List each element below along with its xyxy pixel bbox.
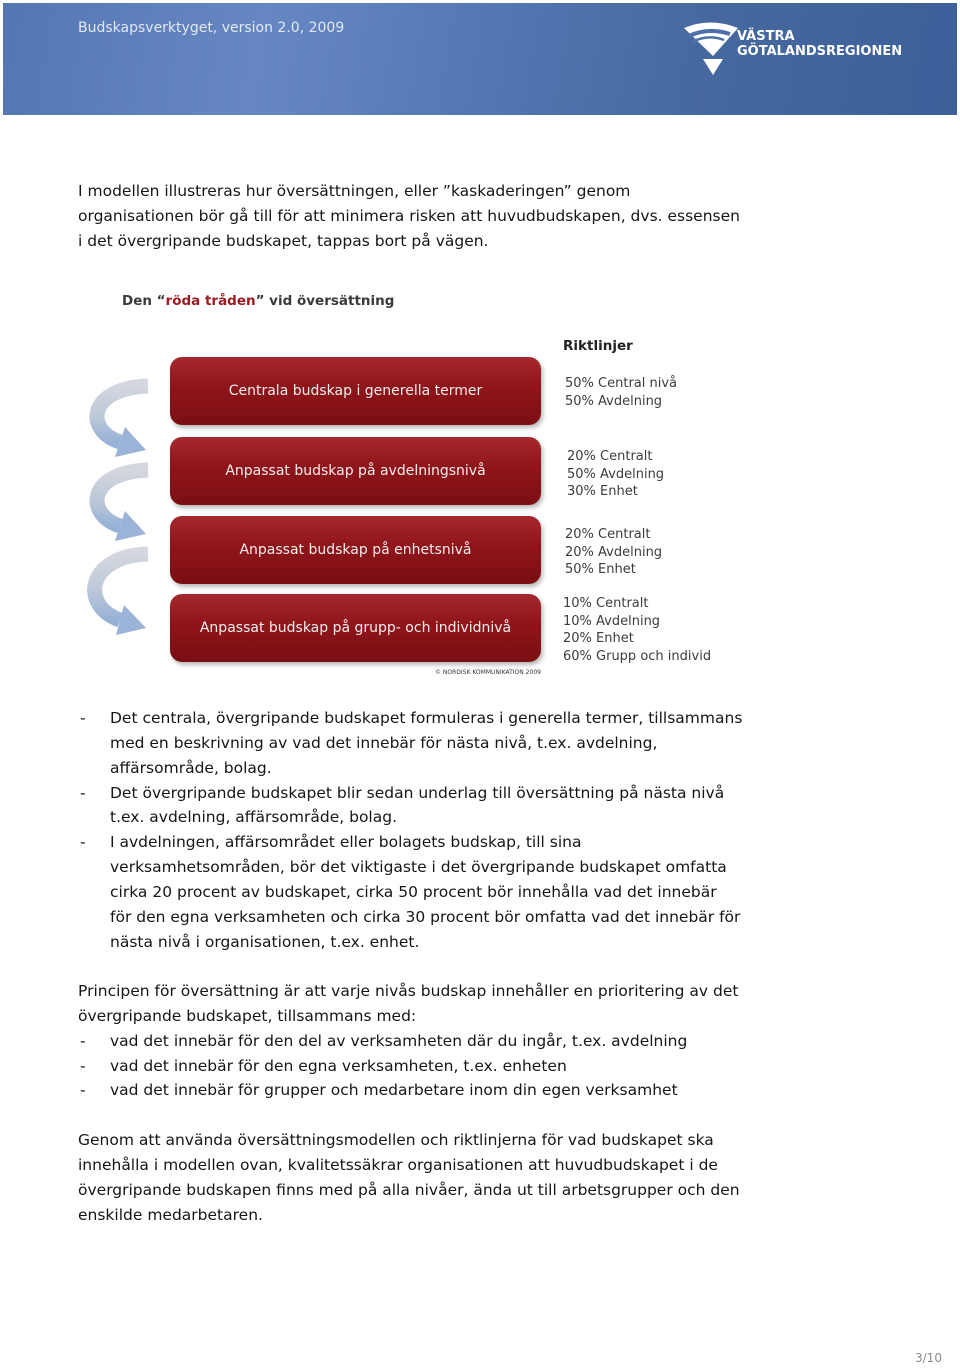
curved-arrow-icon — [97, 386, 148, 457]
logo-line-2: GÖTALANDSREGIONEN — [737, 44, 903, 59]
text-line: med en beskrivning av vad det innebär för nästa nivå, t.ex. avdelning, — [110, 733, 658, 752]
text-line: nästa nivå i organisationen, t.ex. enhet. — [110, 932, 420, 951]
guideline-line: 20% Avdelning — [565, 544, 663, 560]
level-box-group — [170, 594, 541, 662]
level-label: Anpassat budskap på avdelningsnivå — [225, 463, 486, 479]
level-box-central — [170, 357, 541, 425]
diagram-title-highlight: röda tråden — [165, 293, 256, 309]
text-line: affärsområde, bolag. — [110, 758, 272, 777]
list-marker: - — [80, 709, 86, 727]
page-number: 3/10 — [915, 1351, 942, 1365]
guideline-line: 30% Enhet — [567, 484, 638, 500]
guideline-line: 20% Enhet — [563, 631, 634, 647]
text-line: vad det innebär för grupper och medarbetare inom din egen verksamhet — [110, 1081, 678, 1100]
guideline-line: 50% Enhet — [565, 562, 636, 578]
text-line: övergripande budskapen finns med på alla nivåer, ända ut till arbetsgrupper och den — [78, 1180, 740, 1199]
cascade-list — [0, 706, 960, 954]
guideline-line: 20% Centralt — [567, 449, 653, 464]
guideline-line: 10% Centralt — [563, 596, 649, 611]
curved-arrow-icon — [95, 554, 148, 635]
intro-paragraph — [78, 179, 740, 254]
list-marker: - — [80, 833, 86, 852]
list-marker: - — [80, 1056, 86, 1075]
level-box-unit — [170, 516, 541, 584]
text-line: enskilde medarbetaren. — [78, 1205, 263, 1224]
diagram-title — [122, 292, 394, 310]
list-marker: - — [80, 783, 86, 802]
guideline-line: 50% Avdelning — [567, 466, 665, 482]
guidelines-unit — [565, 526, 662, 579]
curved-arrow-icon — [97, 470, 148, 541]
text-line: vad det innebär för den egna verksamheten, t.ex. enheten — [110, 1056, 567, 1075]
principle-paragraph — [78, 979, 738, 1029]
text-line: I modellen illustreras hur översättningen, eller ”kaskaderingen” genom — [78, 182, 631, 200]
text-line: för den egna verksamheten och cirka 30 procent bör omfatta vad det innebär för — [110, 907, 741, 926]
cascade-arrows — [78, 370, 158, 650]
guideline-line: 10% Avdelning — [563, 613, 661, 629]
text-line: vad det innebär för den del av verksamheten där du ingår, t.ex. avdelning — [110, 1031, 688, 1050]
text-line: verksamhetsområden, bör det viktigaste i det övergripande budskapet omfatta — [110, 858, 727, 877]
guidelines-heading: Riktlinjer — [563, 338, 633, 354]
text-line: Det övergripande budskapet blir sedan underlag till översättning på nästa nivå — [110, 783, 725, 802]
guidelines-central — [565, 375, 677, 410]
list-marker: - — [80, 1031, 86, 1050]
list-item — [0, 1029, 960, 1054]
text-line: Genom att använda översättningsmodellen och riktlinjerna för vad budskapet ska — [78, 1131, 714, 1149]
vgr-logo-icon — [682, 20, 740, 76]
text-line: Det centrala, övergripande budskapet formuleras i generella termer, tillsammans — [110, 709, 743, 727]
text-line: I avdelningen, affärsområdet eller bolagets budskap, till sina — [110, 833, 582, 852]
guideline-line: 60% Grupp och individ — [563, 649, 712, 665]
list-item — [0, 1078, 960, 1103]
guideline-line: 50% Central nivå — [565, 376, 678, 391]
header-banner — [3, 3, 957, 115]
text-line: t.ex. avdelning, affärsområde, bolag. — [110, 808, 397, 827]
list-item — [0, 1054, 960, 1079]
guidelines-department — [567, 448, 664, 501]
guideline-line: 50% Avdelning — [565, 393, 663, 409]
diagram-title-after: ” vid översättning — [255, 293, 395, 309]
guidelines-group — [563, 595, 711, 666]
diagram-copyright: © NORDISK KOMMUNIKATION 2009 — [435, 669, 541, 676]
list-item — [0, 706, 960, 781]
text-line: i det övergripande budskapet, tappas bort på vägen. — [78, 231, 489, 250]
list-item — [0, 781, 960, 831]
level-label: Anpassat budskap på enhetsnivå — [239, 542, 472, 558]
text-line: Principen för översättning är att varje nivås budskap innehåller en prioritering av det — [78, 982, 739, 1000]
guideline-line: 20% Centralt — [565, 527, 651, 542]
logo-line-1: VÄSTRA — [737, 29, 795, 44]
logo-wordmark — [737, 29, 902, 59]
diagram-title-before: Den “ — [122, 293, 166, 309]
text-line: cirka 20 procent av budskapet, cirka 50 procent bör innehålla vad det innebär — [110, 882, 717, 901]
level-box-department — [170, 437, 541, 505]
document-title: Budskapsverktyget, version 2.0, 2009 — [78, 20, 345, 36]
list-marker: - — [80, 1081, 86, 1100]
list-item — [0, 830, 960, 954]
closing-paragraph — [78, 1128, 740, 1227]
level-label: Anpassat budskap på grupp- och individnivå — [199, 620, 512, 636]
level-label: Centrala budskap i generella termer — [228, 383, 483, 399]
principle-list — [0, 1029, 960, 1104]
text-line: organisationen bör gå till för att minimera risken att huvudbudskapen, dvs. essensen — [78, 206, 740, 225]
text-line: innehålla i modellen ovan, kvalitetssäkrar organisationen att huvudbudskapet i de — [78, 1155, 718, 1174]
text-line: övergripande budskapet, tillsammans med: — [78, 1006, 417, 1025]
